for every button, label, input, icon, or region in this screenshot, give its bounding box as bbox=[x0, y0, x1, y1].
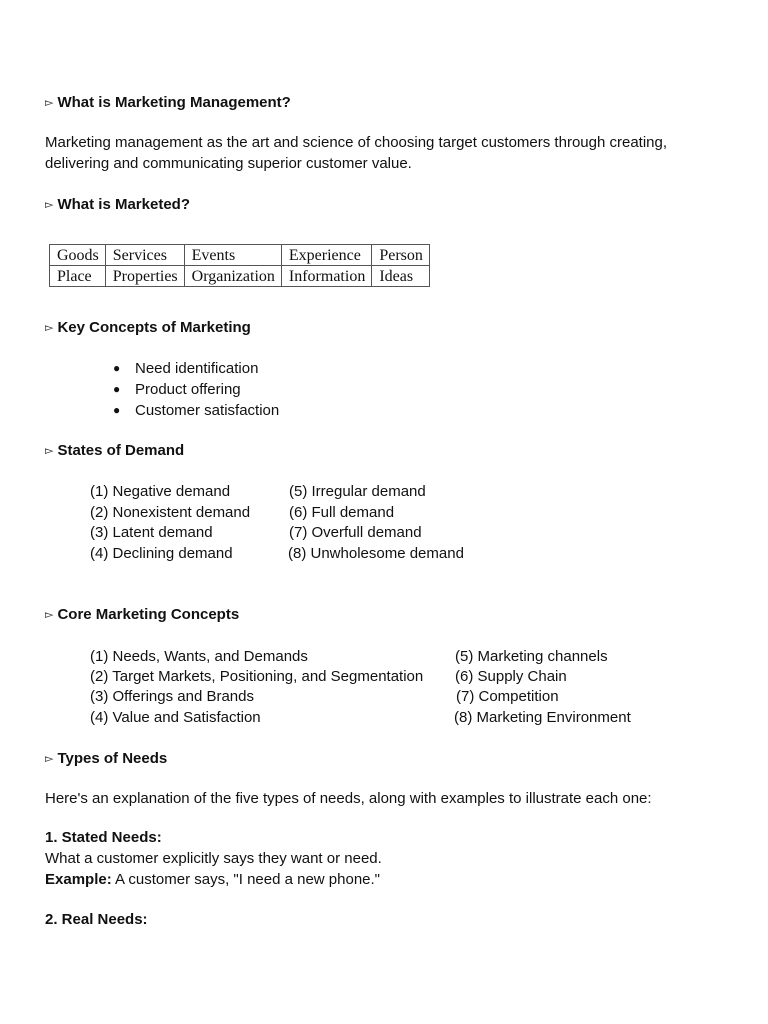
stated-needs-heading: 1. Stated Needs: bbox=[45, 829, 162, 846]
concept-item: (5) Marketing channels bbox=[455, 648, 608, 665]
section-heading-marketing-management bbox=[45, 93, 291, 114]
section-heading-types-of-needs bbox=[45, 749, 167, 770]
concept-item: (4) Value and Satisfaction bbox=[90, 709, 261, 726]
concept-item: (1) Needs, Wants, and Demands bbox=[90, 648, 308, 665]
triangle-bullet-icon: ▻ bbox=[45, 753, 54, 765]
section-heading-key-concepts bbox=[45, 318, 251, 339]
table-cell: Information bbox=[281, 266, 371, 287]
list-item-text: Customer satisfaction bbox=[135, 402, 280, 419]
section-heading-core-marketing-concepts bbox=[45, 605, 239, 626]
concept-item: (3) Offerings and Brands bbox=[90, 688, 254, 705]
concept-item: (2) Target Markets, Positioning, and Segmentation bbox=[90, 668, 424, 685]
list-item bbox=[113, 359, 258, 379]
section-title: States of Demand bbox=[57, 442, 185, 459]
triangle-bullet-icon: ▻ bbox=[45, 445, 54, 457]
section-title: Types of Needs bbox=[57, 750, 168, 767]
marketed-items-table bbox=[49, 244, 430, 287]
demand-item: (8) Unwholesome demand bbox=[288, 545, 464, 562]
example-label: Example: bbox=[45, 871, 112, 888]
concept-item: (6) Supply Chain bbox=[455, 668, 567, 685]
section-title: What is Marketed? bbox=[57, 196, 190, 213]
bullet-dot-icon: ● bbox=[113, 382, 121, 396]
stated-needs-example bbox=[45, 870, 380, 890]
demand-item: (5) Irregular demand bbox=[289, 483, 426, 500]
bullet-dot-icon: ● bbox=[113, 403, 121, 417]
list-item bbox=[113, 380, 241, 400]
demand-item: (2) Nonexistent demand bbox=[90, 504, 251, 521]
list-item-text: Product offering bbox=[135, 381, 241, 398]
table-cell: Events bbox=[184, 245, 281, 266]
stated-needs-description: What a customer explicitly says they want or need. bbox=[45, 850, 382, 867]
concept-item: (8) Marketing Environment bbox=[454, 709, 631, 726]
bullet-dot-icon: ● bbox=[113, 361, 121, 375]
definition-paragraph bbox=[45, 133, 735, 174]
list-item bbox=[113, 401, 279, 421]
table-cell: Organization bbox=[184, 266, 281, 287]
table-cell: Ideas bbox=[372, 266, 430, 287]
needs-intro: Here's an explanation of the five types of needs, along with examples to illustrate each one: bbox=[45, 790, 652, 807]
demand-item: (7) Overfull demand bbox=[289, 524, 422, 541]
concept-item: (7) Competition bbox=[456, 688, 559, 705]
table-cell: Experience bbox=[281, 245, 371, 266]
table-cell: Services bbox=[105, 245, 184, 266]
triangle-bullet-icon: ▻ bbox=[45, 322, 54, 334]
table-row bbox=[50, 245, 430, 266]
table-cell: Goods bbox=[50, 245, 106, 266]
triangle-bullet-icon: ▻ bbox=[45, 97, 54, 109]
demand-item: (1) Negative demand bbox=[90, 483, 231, 500]
definition-line: Marketing management as the art and science of choosing target customers through creating, bbox=[45, 134, 668, 151]
section-title: Core Marketing Concepts bbox=[57, 606, 240, 623]
section-title: What is Marketing Management? bbox=[57, 94, 291, 111]
table-row bbox=[50, 266, 430, 287]
table-cell: Place bbox=[50, 266, 106, 287]
section-heading-states-of-demand bbox=[45, 441, 184, 462]
demand-item: (6) Full demand bbox=[289, 504, 395, 521]
example-text: A customer says, "I need a new phone." bbox=[111, 871, 381, 888]
triangle-bullet-icon: ▻ bbox=[45, 199, 54, 211]
real-needs-heading: 2. Real Needs: bbox=[45, 911, 148, 928]
triangle-bullet-icon: ▻ bbox=[45, 609, 54, 621]
section-title: Key Concepts of Marketing bbox=[57, 319, 251, 336]
table-cell: Person bbox=[372, 245, 430, 266]
definition-line: delivering and communicating superior customer value. bbox=[45, 154, 412, 172]
section-heading-what-is-marketed bbox=[45, 195, 190, 216]
demand-item: (3) Latent demand bbox=[90, 524, 213, 541]
table-cell: Properties bbox=[105, 266, 184, 287]
demand-item: (4) Declining demand bbox=[90, 545, 233, 562]
list-item-text: Need identification bbox=[135, 360, 259, 377]
